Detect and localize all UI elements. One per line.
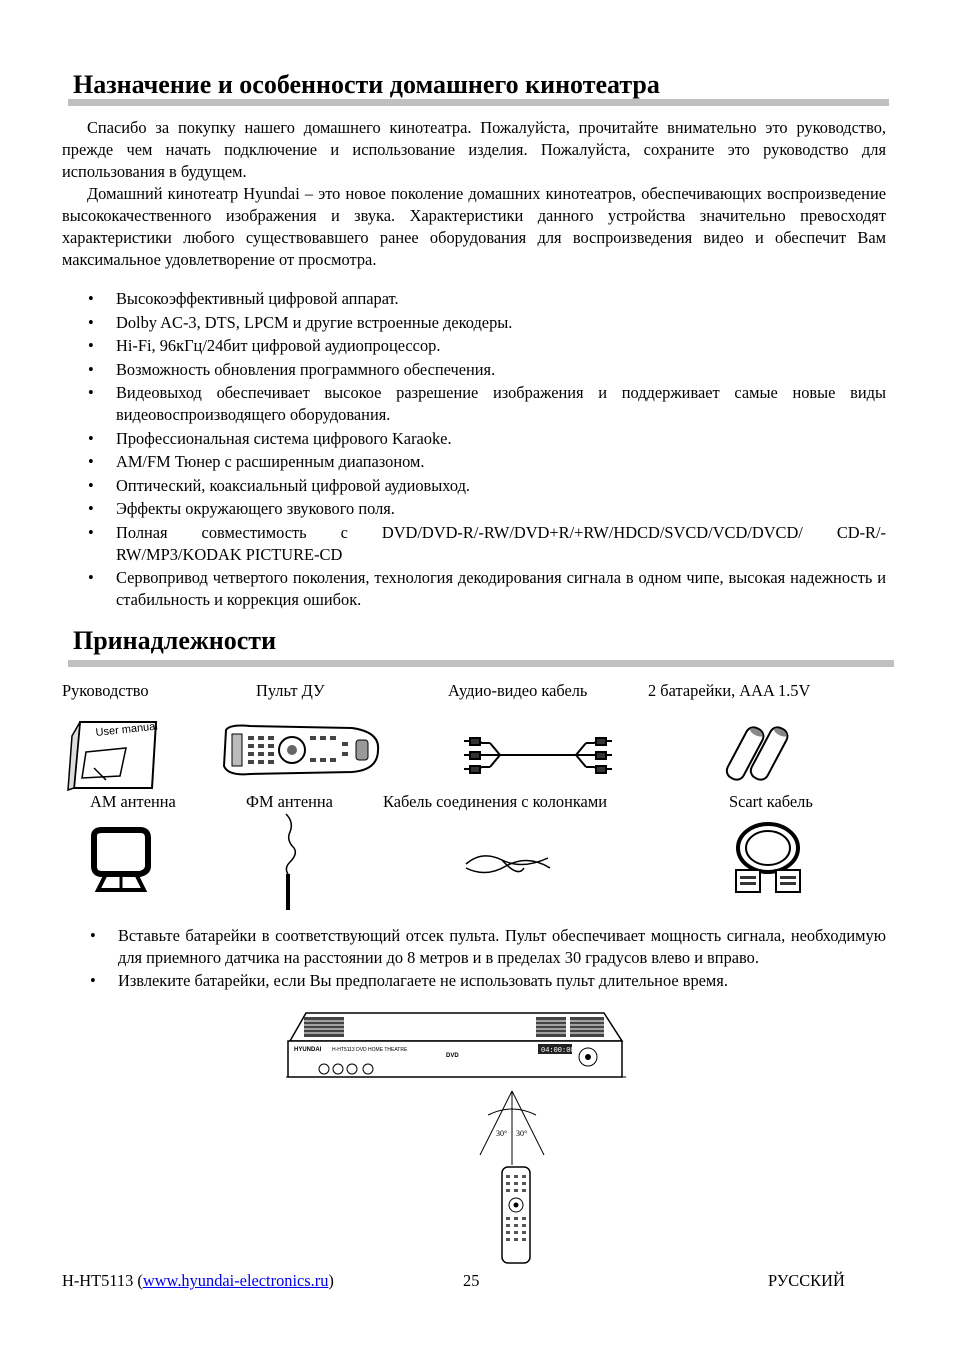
speaker-cable-icon [462,846,554,882]
manual-icon [66,718,158,792]
remote-control-icon [220,722,382,778]
label-manual: Руководство [62,681,149,700]
list-item: • Dolby AC-3, DTS, LPCM и другие встроенные декодеры. [88,312,886,334]
label-av-cable: Аудио-видео кабель [448,681,588,700]
av-cable-icon [460,735,616,775]
player-brand: HYUNDAI [294,1047,322,1053]
label-fm-antenna: ФМ антенна [246,792,333,811]
list-item: • Видеовыход обеспечивает высокое разрешение изображения и поддерживает самые новые виды видеовоспроизводящего оборудования. [88,382,886,426]
notes-list [90,925,886,992]
list-item: • Сервопривод четвертого поколения, технология декодирования сигнала в одном чипе, высокая надежность и стабильность и коррекция ошибок. [88,567,886,611]
footer-model-suffix: ) [328,1271,334,1290]
page-number: 25 [463,1271,480,1290]
list-item: • AM/FM Тюнер с расширенным диапазоном. [88,451,886,473]
section-rule-2 [68,660,894,667]
angle-right-label: 30° [516,1129,528,1138]
remote-range-diagram [286,1011,626,1267]
footer-model [62,1271,334,1291]
batteries-icon [722,722,792,788]
label-scart-cable: Scart кабель [729,792,813,811]
manual-cover-text: User manual [95,720,159,739]
list-item: • Извлеките батарейки, если Вы предполагаете не использовать пульт длительное время. [90,970,886,992]
scart-cable-icon [730,818,806,896]
footer-website-link[interactable]: www.hyundai-electronics.ru [142,1271,329,1290]
label-am-antenna: AM антенна [90,792,176,811]
section-rule-1 [68,99,889,106]
list-item: • Оптический, коаксиальный цифровой аудиовыход. [88,475,886,497]
footer-model-prefix: H-HT5113 ( [62,1271,143,1290]
fm-antenna-icon [276,812,306,912]
angle-left-label: 30° [496,1129,508,1138]
player-model-text: H-HT5113 DVD HOME THEATRE [332,1047,408,1053]
player-display: 04:00:00 [541,1047,575,1055]
list-item: • Высокоэффективный цифровой аппарат. [88,288,886,310]
list-item: • Возможность обновления программного обеспечения. [88,359,886,381]
list-item: • Полная совместимость с DVD/DVD-R/-RW/DVD+R/+RW/HDCD/SVCD/VCD/DVCD/ CD-R/-RW/MP3/KODAK PICTURE-CD [88,522,886,566]
footer-language: РУССКИЙ [768,1271,845,1290]
list-item: • Эффекты окружающего звукового поля. [88,498,886,520]
list-item: • Hi-Fi, 96кГц/24бит цифровой аудиопроцессор. [88,335,886,357]
intro-paragraph-2: Домашний кинотеатр Hyundai – это новое поколение домашних кинотеатров, обеспечивающих воспроизведение высококачественного изображения и звука. Характеристики данного устройства значительно превосходят характеристики любого существовавшего ранее оборудования для воспроизведения видео и обеспечит Вам максимальное удовлетворение от просмотра. [62,184,886,269]
label-remote: Пульт ДУ [256,681,325,700]
intro-paragraph-1: Спасибо за покупку нашего домашнего кинотеатра. Пожалуйста, прочитайте внимательно это руководство, прежде чем начать подключение и использование изделия. Пожалуйста, сохраните это руководство для использования в будущем. [62,118,886,181]
section-title-accessories: Принадлежности [73,626,277,655]
features-list [88,288,886,613]
list-item: • Вставьте батарейки в соответствующий отсек пульта. Пульт обеспечивает мощность сигнала, необходимую для приемного датчика на расстоянии до 8 метров и в пределах 30 градусов влево и вправо. [90,925,886,969]
label-batteries: 2 батарейки, AAA 1.5V [648,681,811,700]
list-item: • Профессиональная система цифрового Karaoke. [88,428,886,450]
label-speaker-cable: Кабель соединения с колонками [383,792,607,811]
am-antenna-icon [88,826,154,894]
section-title-features: Назначение и особенности домашнего кинотеатра [73,70,660,99]
player-disc-logo: DVD [446,1053,459,1059]
